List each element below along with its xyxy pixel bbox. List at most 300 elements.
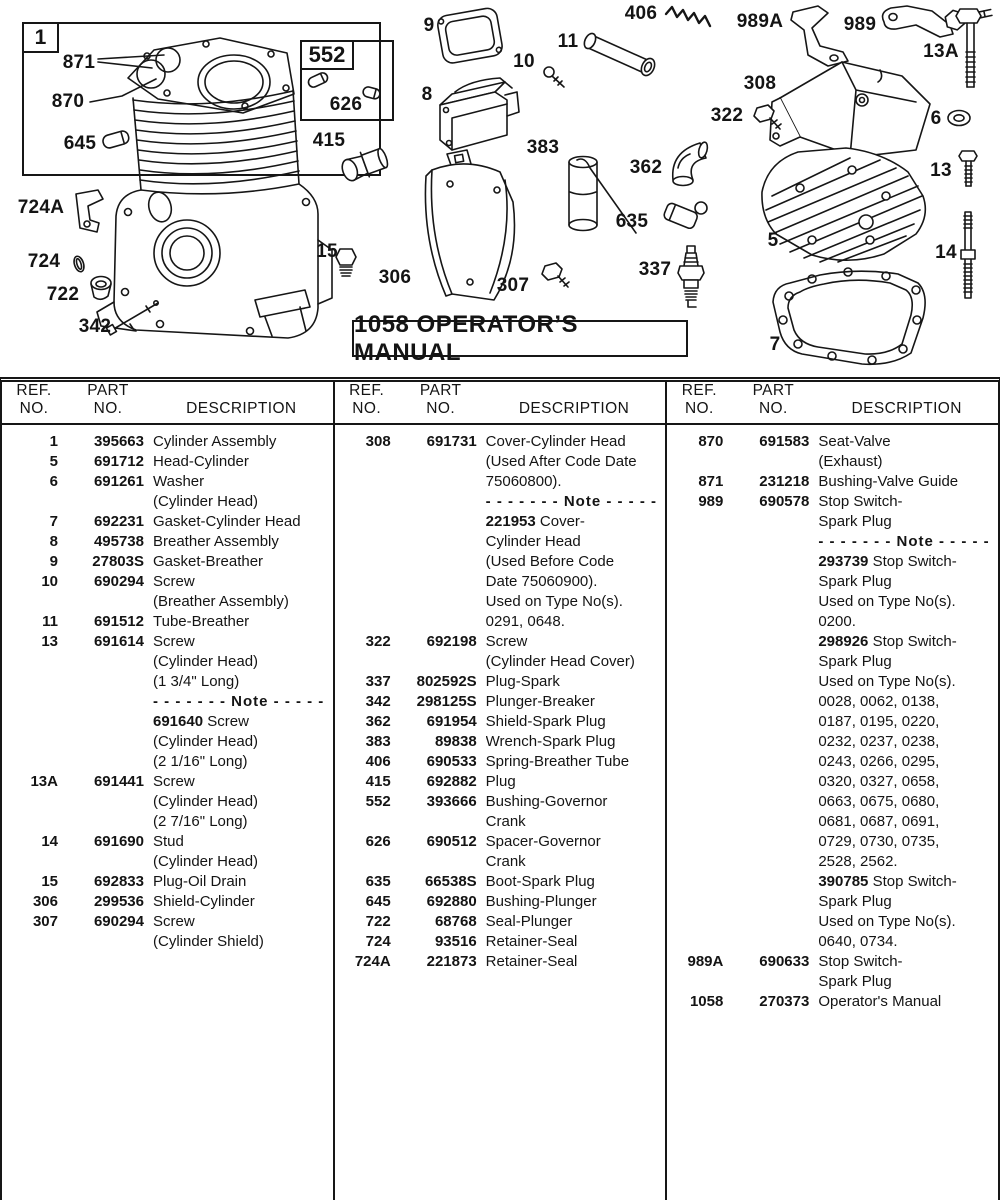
part-no-cell: 690578 <box>759 493 810 510</box>
table-row <box>667 672 998 692</box>
table-row <box>2 552 333 572</box>
part-no-cell <box>723 572 809 592</box>
description-cell: Operator's Manual <box>818 993 942 1010</box>
ref-no-cell <box>335 852 391 872</box>
part-no-cell <box>58 812 144 832</box>
description-cell: Spacer-Governor <box>485 833 601 850</box>
ref-no-cell <box>667 752 723 772</box>
part-no-cell <box>723 872 809 892</box>
ref-no-cell: 15 <box>41 873 58 890</box>
ref-no-cell <box>335 512 391 532</box>
ref-no-cell <box>2 852 58 872</box>
description-cell: (1 3/4" Long) <box>153 673 240 690</box>
part-no-cell: 270373 <box>759 993 810 1010</box>
table-column-body <box>335 425 666 972</box>
description-cell: Stop Switch- <box>818 953 903 970</box>
ref-no-cell <box>2 932 58 952</box>
ref-no-cell: 406 <box>365 753 391 770</box>
part-header-line1: PART <box>87 382 129 399</box>
description-cell: Spark Plug <box>818 893 892 910</box>
ref-no-cell <box>335 812 391 832</box>
part-label-724: 724 <box>27 251 61 272</box>
ref-no-cell <box>335 552 391 572</box>
description-cell: Screw <box>153 573 195 590</box>
description-cell: Screw <box>153 773 195 790</box>
part-no-cell <box>391 812 477 832</box>
part-no-cell <box>58 752 144 772</box>
description-header: DESCRIPTION <box>186 400 297 417</box>
part-label-7: 7 <box>769 334 781 355</box>
ref-no-cell <box>335 652 391 672</box>
description-cell: Screw <box>153 633 195 650</box>
part-label-337: 337 <box>638 259 672 280</box>
table-column-body <box>2 425 333 952</box>
description-cell: Crank <box>485 853 526 870</box>
table-row <box>2 572 333 592</box>
ref-no-cell: 415 <box>365 773 391 790</box>
table-row <box>2 672 333 692</box>
part-no-cell: 495738 <box>93 533 144 550</box>
part-no-cell <box>391 552 477 572</box>
part-label-306: 306 <box>378 267 412 288</box>
part-no-cell <box>58 932 144 952</box>
part-no-cell <box>723 852 809 872</box>
table-header <box>2 382 333 425</box>
description-cell: Cover-Cylinder Head <box>485 433 626 450</box>
table-row <box>2 772 333 792</box>
ref-no-cell <box>667 832 723 852</box>
description-cell: Plug-Oil Drain <box>153 873 247 890</box>
part-icon-724A <box>76 190 103 232</box>
ref-no-cell <box>667 912 723 932</box>
part-no-cell: 691712 <box>93 453 144 470</box>
ref-no-cell <box>335 492 391 512</box>
part-no-cell: 690512 <box>426 833 477 850</box>
ref-no-cell: 10 <box>41 573 58 590</box>
part-no-cell: 27803S <box>92 553 144 570</box>
part-no-cell <box>391 592 477 612</box>
table-row <box>335 872 666 892</box>
part-label-989: 989 <box>843 14 877 35</box>
table-row <box>667 852 998 872</box>
description-cell: 0640, 0734. <box>818 933 898 950</box>
part-no-cell <box>58 592 144 612</box>
part-no-cell: 691690 <box>93 833 144 850</box>
part-label-15: 15 <box>316 241 338 262</box>
table-row <box>335 572 666 592</box>
ref-no-cell: 989 <box>698 493 724 510</box>
ref-no-cell <box>335 572 391 592</box>
ref-no-cell <box>2 732 58 752</box>
table-column-3 <box>667 382 998 1200</box>
table-row <box>667 572 998 592</box>
ref-no-cell <box>2 712 58 732</box>
ref-header-line1: REF. <box>349 382 385 399</box>
description-cell: Plug <box>485 773 516 790</box>
part-no-cell: 89838 <box>434 733 477 750</box>
part-icon-626-spacer <box>362 86 381 100</box>
part-label-722: 722 <box>46 284 80 305</box>
table-row <box>2 492 333 512</box>
part-no-cell <box>723 652 809 672</box>
ref-no-cell <box>335 472 391 492</box>
part-icon-724 <box>72 255 86 273</box>
ref-no-cell: 14 <box>41 833 58 850</box>
part-header-line1: PART <box>419 382 462 399</box>
part-no-cell <box>723 692 809 712</box>
part-no-cell <box>58 652 144 672</box>
table-row <box>2 832 333 852</box>
part-no-cell <box>723 532 809 552</box>
table-row <box>335 552 666 572</box>
ref-no-cell: 724 <box>365 933 391 950</box>
table-row <box>335 592 666 612</box>
parts-table <box>0 377 1000 1200</box>
table-header <box>667 382 998 425</box>
description-cell: (Breather Assembly) <box>153 593 289 610</box>
table-row <box>335 452 666 472</box>
part-label-406: 406 <box>624 3 658 24</box>
table-row <box>2 472 333 492</box>
part-icon-13 <box>959 151 977 186</box>
table-row <box>667 552 998 572</box>
table-row <box>667 772 998 792</box>
description-cell: Date 75060900). <box>485 573 598 590</box>
ref-no-cell <box>667 932 723 952</box>
table-row <box>667 832 998 852</box>
part-no-cell <box>391 492 477 512</box>
part-no-header <box>66 382 150 418</box>
description-cell: 0243, 0266, 0295, <box>818 753 940 770</box>
part-label-989A: 989A <box>736 11 784 32</box>
table-row <box>2 752 333 772</box>
ref-no-cell <box>667 532 723 552</box>
description-cell: Spark Plug <box>818 653 892 670</box>
part-label-308: 308 <box>743 73 777 94</box>
ref-no-cell <box>667 552 723 572</box>
ref-no-cell <box>335 532 391 552</box>
table-row <box>335 812 666 832</box>
part-no-cell <box>723 792 809 812</box>
table-row <box>667 472 998 492</box>
part-no-cell: 221873 <box>426 953 477 970</box>
description-header: DESCRIPTION <box>851 400 962 417</box>
part-no-cell <box>723 972 809 992</box>
part-icon-13A <box>956 9 981 87</box>
part-label-870: 870 <box>51 91 85 112</box>
part-label-10: 10 <box>513 51 535 72</box>
description-cell: Shield-Spark Plug <box>485 713 606 730</box>
part-icon-8 <box>440 78 519 150</box>
part-icon-989A <box>791 6 848 66</box>
ref-no-cell <box>667 732 723 752</box>
description-cell: 0291, 0648. <box>485 613 565 630</box>
ref-no-cell <box>667 452 723 472</box>
ref-no-cell: 9 <box>49 553 58 570</box>
ref-no-cell <box>335 452 391 472</box>
table-row <box>667 952 998 972</box>
ref-header-line2: NO. <box>352 400 382 417</box>
table-row <box>667 932 998 952</box>
description-cell: 75060800). <box>485 473 562 490</box>
part-header-line2: NO. <box>93 400 123 417</box>
cylinder-assembly-drawing <box>97 38 332 338</box>
table-row <box>2 512 333 532</box>
part-no-cell <box>391 532 477 552</box>
part-no-cell: 231218 <box>759 473 810 490</box>
part-label-11: 11 <box>557 31 579 52</box>
table-column-2 <box>335 382 668 1200</box>
part-no-cell: 690533 <box>426 753 477 770</box>
part-no-cell <box>723 612 809 632</box>
table-row <box>667 692 998 712</box>
table-row <box>335 892 666 912</box>
table-row <box>667 612 998 632</box>
part-no-header <box>731 382 815 418</box>
ref-no-header <box>2 382 66 418</box>
part-no-cell <box>723 732 809 752</box>
description-cell: 0681, 0687, 0691, <box>818 813 940 830</box>
table-row <box>2 872 333 892</box>
ref-no-cell <box>667 852 723 872</box>
part-no-cell <box>723 912 809 932</box>
description-cell: Plunger-Breaker <box>485 693 595 710</box>
part-label-14: 14 <box>935 242 957 263</box>
description-cell: Retainer-Seal <box>485 933 578 950</box>
table-row <box>335 732 666 752</box>
part-no-cell: 393666 <box>426 793 477 810</box>
table-row <box>667 972 998 992</box>
part-no-cell <box>723 672 809 692</box>
ref-no-cell: 362 <box>365 713 391 730</box>
table-row <box>335 652 666 672</box>
ref-no-cell: 552 <box>365 793 391 810</box>
ref-no-cell <box>335 612 391 632</box>
part-no-cell: 692880 <box>426 893 477 910</box>
part-label-626: 626 <box>329 94 363 115</box>
ref-no-cell <box>667 772 723 792</box>
table-row <box>335 752 666 772</box>
ref-no-cell: 8 <box>49 533 58 550</box>
ref-no-cell: 5 <box>49 453 58 470</box>
part-no-cell: 692833 <box>93 873 144 890</box>
ref-no-cell <box>667 652 723 672</box>
ref-no-cell: 722 <box>365 913 391 930</box>
ref-no-cell <box>667 632 723 652</box>
table-row <box>667 512 998 532</box>
ref-no-cell: 6 <box>49 473 58 490</box>
part-no-cell <box>58 692 144 712</box>
ref-no-cell: 383 <box>365 733 391 750</box>
ref-no-cell <box>667 872 723 892</box>
ref-no-cell: 322 <box>365 633 391 650</box>
description-cell: 0232, 0237, 0238, <box>818 733 940 750</box>
table-row <box>2 732 333 752</box>
part-no-cell: 68768 <box>434 913 477 930</box>
ref-no-cell: 308 <box>365 433 391 450</box>
description-cell: Tube-Breather <box>153 613 250 630</box>
table-row <box>335 432 666 452</box>
ref-no-cell: 626 <box>365 833 391 850</box>
table-row <box>2 712 333 732</box>
part-icon-6 <box>948 111 970 126</box>
part-icon-308 <box>770 62 930 157</box>
part-header-line2: NO. <box>426 400 456 417</box>
part-header-line2: NO. <box>758 400 788 417</box>
table-row <box>667 992 998 1012</box>
description-cell: Used on Type No(s). <box>818 593 956 610</box>
ref-no-cell: 11 <box>42 613 58 630</box>
table-row <box>335 632 666 652</box>
table-row <box>2 812 333 832</box>
table-row <box>667 752 998 772</box>
part-no-cell <box>723 772 809 792</box>
description-cell: Cylinder Assembly <box>153 433 277 450</box>
description-cell: Gasket-Cylinder Head <box>153 513 301 530</box>
ref-no-cell: 871 <box>698 473 724 490</box>
group-box-1-label: 1 <box>22 22 59 53</box>
part-icon-406 <box>666 7 710 26</box>
description-cell: 0028, 0062, 0138, <box>818 693 940 710</box>
ref-no-cell: 307 <box>32 913 58 930</box>
ref-no-cell: 1 <box>49 433 58 450</box>
description-cell: Seat-Valve <box>818 433 891 450</box>
part-label-9: 9 <box>423 15 435 36</box>
part-no-header <box>399 382 483 418</box>
part-label-13: 13 <box>930 160 952 181</box>
description-cell: Stop Switch- <box>818 493 903 510</box>
part-no-cell: 691261 <box>93 473 144 490</box>
table-row <box>667 432 998 452</box>
description-cell: 221953 Cover- <box>485 513 585 530</box>
table-column-1 <box>2 382 335 1200</box>
part-no-cell <box>58 792 144 812</box>
table-row <box>2 792 333 812</box>
table-row <box>667 652 998 672</box>
description-cell: (2 7/16" Long) <box>153 813 248 830</box>
table-row <box>667 632 998 652</box>
description-cell: Spring-Breather Tube <box>485 753 630 770</box>
part-no-cell: 299536 <box>93 893 144 910</box>
part-no-cell <box>391 612 477 632</box>
table-row <box>335 612 666 632</box>
operators-manual-callout: 1058 OPERATOR’S MANUAL <box>352 320 688 357</box>
ref-no-cell <box>667 572 723 592</box>
part-no-cell: 690294 <box>93 573 144 590</box>
ref-no-header <box>335 382 399 418</box>
part-header-line1: PART <box>752 382 795 399</box>
table-row <box>2 532 333 552</box>
part-label-415: 415 <box>312 130 346 151</box>
description-cell: Head-Cylinder <box>153 453 249 470</box>
part-no-cell: 802592S <box>416 673 477 690</box>
description-cell: Bushing-Valve Guide <box>818 473 959 490</box>
table-row <box>667 912 998 932</box>
part-label-635: 635 <box>615 211 649 232</box>
part-no-cell <box>723 832 809 852</box>
part-no-cell: 93516 <box>434 933 477 950</box>
table-row <box>2 612 333 632</box>
part-icon-722 <box>91 277 111 300</box>
table-row <box>335 512 666 532</box>
ref-header-line1: REF. <box>16 382 52 399</box>
part-icon-635 <box>663 202 707 230</box>
table-row <box>667 492 998 512</box>
table-row <box>335 912 666 932</box>
ref-no-cell <box>335 592 391 612</box>
group-box-552-label: 552 <box>300 40 354 70</box>
ref-no-cell: 337 <box>365 673 391 690</box>
description-cell: Screw <box>153 913 195 930</box>
ref-header-line1: REF. <box>681 382 717 399</box>
table-row <box>335 472 666 492</box>
ref-no-cell <box>667 812 723 832</box>
table-row <box>2 632 333 652</box>
part-icon-415 <box>339 145 391 185</box>
part-no-cell <box>391 852 477 872</box>
ref-no-cell <box>2 792 58 812</box>
ref-no-cell <box>667 612 723 632</box>
part-icon-9 <box>436 7 503 65</box>
part-label-724A: 724A <box>17 197 65 218</box>
description-cell: 0729, 0730, 0735, <box>818 833 940 850</box>
table-row <box>2 852 333 872</box>
part-no-cell: 692882 <box>426 773 477 790</box>
part-icon-552-bushing <box>307 71 329 89</box>
table-row <box>2 452 333 472</box>
table-row <box>667 892 998 912</box>
table-row <box>335 932 666 952</box>
description-cell: (Cylinder Head) <box>153 653 259 670</box>
table-row <box>335 952 666 972</box>
description-cell: Bushing-Plunger <box>485 893 597 910</box>
ref-no-cell <box>667 692 723 712</box>
table-row <box>335 692 666 712</box>
table-row <box>2 652 333 672</box>
description-cell: (Cylinder Head) <box>153 493 259 510</box>
part-label-342: 342 <box>78 316 112 337</box>
ref-no-cell <box>667 972 723 992</box>
description-cell: Retainer-Seal <box>485 953 578 970</box>
part-label-871: 871 <box>62 52 96 73</box>
part-no-cell <box>723 512 809 532</box>
description-cell: Used on Type No(s). <box>818 673 956 690</box>
description-cell: 298926 Stop Switch- <box>818 633 957 650</box>
description-cell: (Cylinder Head Cover) <box>485 653 635 670</box>
table-row <box>335 832 666 852</box>
part-no-cell <box>391 452 477 472</box>
table-row <box>335 772 666 792</box>
description-cell: Spark Plug <box>818 513 892 530</box>
description-cell: - - - - - - - Note - - - - - <box>485 493 657 510</box>
table-row <box>2 432 333 452</box>
table-header <box>335 382 666 425</box>
description-cell: Seal-Plunger <box>485 913 573 930</box>
table-row <box>335 712 666 732</box>
description-cell: (Cylinder Head) <box>153 793 259 810</box>
table-row <box>335 532 666 552</box>
part-label-322: 322 <box>710 105 744 126</box>
description-cell: Shield-Cylinder <box>153 893 255 910</box>
ref-no-cell <box>2 492 58 512</box>
ref-no-cell <box>667 512 723 532</box>
description-cell: 0187, 0195, 0220, <box>818 713 940 730</box>
part-label-6: 6 <box>930 108 942 129</box>
description-cell: 0320, 0327, 0658, <box>818 773 940 790</box>
exploded-parts-diagram <box>0 0 1000 377</box>
ref-no-cell <box>667 892 723 912</box>
part-no-cell <box>391 572 477 592</box>
